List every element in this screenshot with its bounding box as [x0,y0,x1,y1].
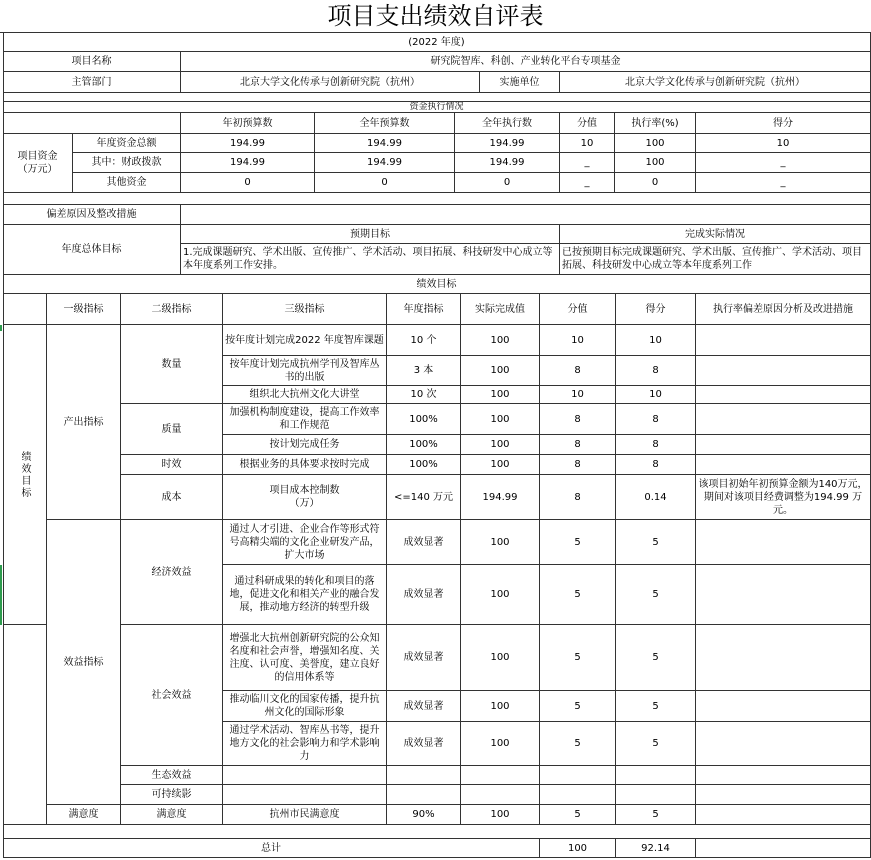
actual-value: 100 [461,625,540,691]
level3-indicator: 通过人才引进、企业合作等形式符号高精尖端的文化企业研发产品，扩大市场 [223,520,387,565]
deviation-note [696,386,871,404]
score-value: 5 [540,565,616,625]
score: 0.14 [616,475,696,520]
deviation-label: 偏差原因及整改措施 [3,205,181,225]
funds-header: 全年预算数 [315,113,455,134]
blank-row [3,93,871,102]
blank-cell [616,766,696,785]
deviation-note [696,435,871,455]
deviation-note [696,565,871,625]
score-value: 5 [540,722,616,766]
score: 8 [616,356,696,386]
level3-indicator: 按年度计划完成抗州学刊及智库丛书的出版 [223,356,387,386]
blank-cell [223,766,387,785]
goals-label: 年度总体目标 [3,225,181,275]
blank-cell [387,766,461,785]
funds-header: 年初预算数 [181,113,315,134]
level1-benefit: 效益指标 [47,520,121,805]
actual-value: 194.99 [461,475,540,520]
score: 5 [616,625,696,691]
level1-output: 产出指标 [47,325,121,520]
actual-goal: 已按预期目标完成课题研究、学术出版、宣传推广、学术活动、项目拓展、科技研发中心成立等本年度系列工作 [560,244,871,275]
perf-section-title: 绩效目标 [3,275,871,294]
actual-value: 100 [461,435,540,455]
total-note [696,839,871,858]
actual-value: 100 [461,404,540,435]
score-value: 8 [540,455,616,475]
level2-quantity: 数量 [121,325,223,404]
deviation-note [696,520,871,565]
perf-header: 执行率偏差原因分析及改进措施 [696,294,871,325]
annual-target: 成效显著 [387,691,461,722]
dept-value: 北京大学文化传承与创新研究院（抗州） [181,72,480,93]
deviation-note [696,356,871,386]
level3-indicator: 项目成本控制数 （万） [223,475,387,520]
blank-row [3,825,871,839]
actual-value: 100 [461,386,540,404]
funds-cell: 10 [696,134,871,153]
score: 5 [616,805,696,825]
level3-indicator: 抗州市民满意度 [223,805,387,825]
funds-row-label: 其中：财政拨款 [73,153,181,173]
level3-indicator: 加强机构制度建设，提高工作效率和工作规范 [223,404,387,435]
score-value: 10 [540,325,616,356]
level2-economic: 经济效益 [121,520,223,625]
deviation-note [696,404,871,435]
score-value: 10 [540,386,616,404]
project-name-label: 项目名称 [3,52,181,72]
score: 10 [616,325,696,356]
actual-goal-header: 完成实际情况 [560,225,871,244]
unit-label: 实施单位 [480,72,560,93]
annual-target: 100% [387,435,461,455]
funds-header: 执行率(%) [615,113,696,134]
annual-target: 90% [387,805,461,825]
level3-indicator: 按年度计划完成2022 年度智库课题 [223,325,387,356]
page-title: 项目支出绩效自评表 [0,0,871,33]
level3-indicator: 通过学术活动、智库丛书等，提升地方文化的社会影响力和学术影响力 [223,722,387,766]
actual-value: 100 [461,356,540,386]
expected-goal: 1.完成课题研究、学术出版、宣传推广、学术活动、项目拓展、科技研发中心成立等本年度系列工作安排。 [181,244,560,275]
year-label: (2022 年度) [3,33,871,52]
score: 5 [616,520,696,565]
level2-quality: 质量 [121,404,223,455]
funds-section-title: 资金执行情况 [3,102,871,113]
funds-cell: 194.99 [455,134,560,153]
actual-value: 100 [461,520,540,565]
funds-cell: 100 [615,134,696,153]
funds-cell: _ [560,173,615,193]
deviation-note [696,625,871,691]
blank-cell [616,785,696,805]
score: 8 [616,435,696,455]
funds-group-label: 项目资金 （万元） [3,134,73,193]
score: 5 [616,565,696,625]
level2-cost: 成本 [121,475,223,520]
score-value: 5 [540,520,616,565]
deviation-note [696,722,871,766]
score: 10 [616,386,696,404]
level3-indicator: 按计划完成任务 [223,435,387,455]
score-value: 8 [540,475,616,520]
expected-goal-header: 预期目标 [181,225,560,244]
actual-value: 100 [461,805,540,825]
score-value: 8 [540,356,616,386]
funds-row-label: 其他资金 [73,173,181,193]
deviation-note: 该项目初始年初预算金额为140万元，期间对该项目经费调整为194.99 万元。 [696,475,871,520]
funds-cell: 0 [455,173,560,193]
cell-marker [0,565,2,625]
annual-target: 10 次 [387,386,461,404]
annual-target: 100% [387,455,461,475]
funds-cell: 100 [615,153,696,173]
funds-cell: 194.99 [315,134,455,153]
blank-cell [696,785,871,805]
perf-header: 得分 [616,294,696,325]
actual-value: 100 [461,455,540,475]
funds-cell: 0 [615,173,696,193]
actual-value: 100 [461,565,540,625]
level3-indicator: 推动临川文化的国家传播，提升抗州文化的国际形象 [223,691,387,722]
funds-cell: _ [560,153,615,173]
level1-satisfaction: 满意度 [47,805,121,825]
blank-cell [696,766,871,785]
blank-cell [461,766,540,785]
blank-cell [461,785,540,805]
deviation-note [696,325,871,356]
annual-target: 10 个 [387,325,461,356]
project-name: 研究院智库、科创、产业转化平台专项基金 [181,52,871,72]
level3-indicator: 增强北大抗州创新研究院的公众知名度和社会声誉，增强知名度、关注度、认可度、美誉度，建立良好的信用体系等 [223,625,387,691]
total-label: 总计 [3,839,540,858]
funds-cell: 194.99 [455,153,560,173]
blank-row [3,193,871,205]
score: 5 [616,691,696,722]
score-value: 8 [540,435,616,455]
actual-value: 100 [461,691,540,722]
deviation-note [696,691,871,722]
level2-social: 社会效益 [121,625,223,766]
perf-header: 二级指标 [121,294,223,325]
annual-target: 100% [387,404,461,435]
deviation-note [696,455,871,475]
level3-indicator: 根据业务的具体要求按时完成 [223,455,387,475]
perf-header: 实际完成值 [461,294,540,325]
funds-header: 分值 [560,113,615,134]
perf-side-label: 绩效目标 [3,325,47,625]
score: 8 [616,404,696,435]
funds-header: 得分 [696,113,871,134]
annual-target: 成效显著 [387,625,461,691]
perf-side-blank-lower [3,625,47,825]
total-score-value: 100 [540,839,616,858]
annual-target: 3 本 [387,356,461,386]
score: 5 [616,722,696,766]
annual-target: 成效显著 [387,565,461,625]
actual-value: 100 [461,325,540,356]
level3-indicator: 组织北大抗州文化大讲堂 [223,386,387,404]
actual-value: 100 [461,722,540,766]
level2-time: 时效 [121,455,223,475]
score-value: 8 [540,404,616,435]
total-score: 92.14 [616,839,696,858]
level2-sustain: 可持续影 [121,785,223,805]
funds-cell: 0 [315,173,455,193]
perf-header: 分值 [540,294,616,325]
dept-label: 主管部门 [3,72,181,93]
score-value: 5 [540,625,616,691]
funds-cell: 194.99 [315,153,455,173]
blank-cell [540,785,616,805]
score: 8 [616,455,696,475]
funds-row-label: 年度资金总额 [73,134,181,153]
cell-marker [0,325,2,331]
level2-eco: 生态效益 [121,766,223,785]
perf-header: 一级指标 [47,294,121,325]
blank-cell [540,766,616,785]
blank-cell [387,785,461,805]
annual-target: 成效显著 [387,520,461,565]
score-value: 5 [540,805,616,825]
deviation-value [181,205,871,225]
annual-target: <=140 万元 [387,475,461,520]
funds-cell: 194.99 [181,153,315,173]
funds-cell: 0 [181,173,315,193]
perf-header: 三级指标 [223,294,387,325]
funds-header-blank [3,113,181,134]
funds-cell: 10 [560,134,615,153]
funds-cell: _ [696,173,871,193]
perf-header-blank [3,294,47,325]
funds-header: 全年执行数 [455,113,560,134]
funds-cell: _ [696,153,871,173]
deviation-note [696,805,871,825]
perf-header: 年度指标 [387,294,461,325]
level2-satisfaction: 满意度 [121,805,223,825]
blank-cell [223,785,387,805]
score-value: 5 [540,691,616,722]
funds-cell: 194.99 [181,134,315,153]
unit-value: 北京大学文化传承与创新研究院（抗州） [560,72,871,93]
level3-indicator: 通过科研成果的转化和项目的落地，促进文化和相关产业的融合发展，推动地方经济的转型升级 [223,565,387,625]
annual-target: 成效显著 [387,722,461,766]
